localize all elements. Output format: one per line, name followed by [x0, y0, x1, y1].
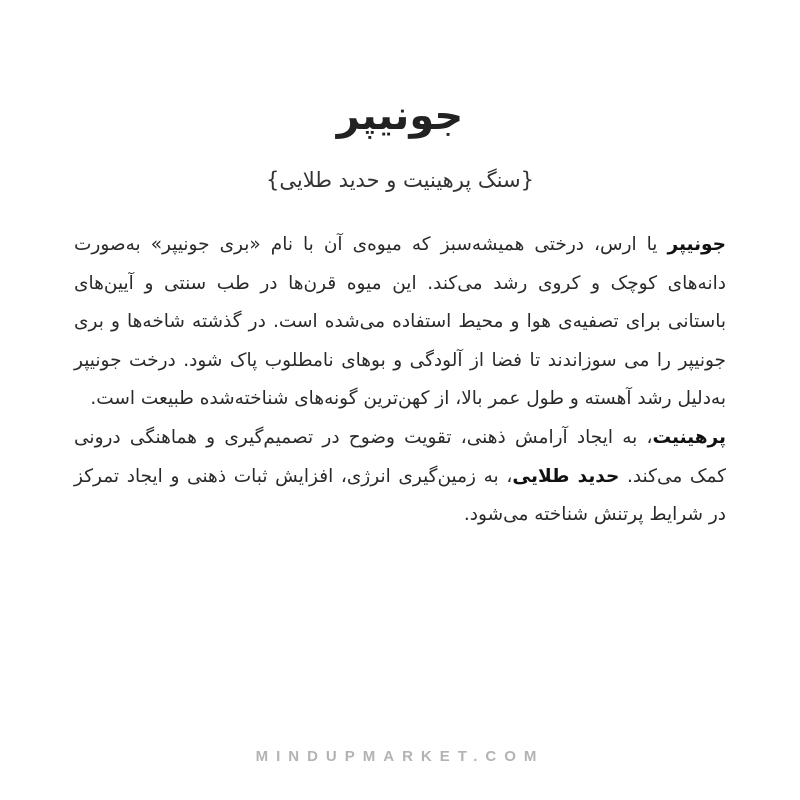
term-juniper: جونیپر — [667, 234, 726, 255]
footer-website: MINDUPMARKET.COM — [255, 748, 545, 765]
term-golden-pyrite: حدید طلایی — [512, 465, 620, 487]
paragraph-stones — [74, 419, 726, 535]
paragraph-pyrite-text: ، به زمین‌گیری انرژی، افزایش ثبات ذهنی و ایجاد تمرکز در شرایط پرتنش شناخته می‌شود. — [74, 465, 726, 526]
page-title: جونیپر — [336, 93, 464, 139]
term-prehnite: پرهینیت — [652, 426, 726, 448]
page-subtitle: {سنگ پرهینیت و حدید طلایی} — [266, 168, 534, 192]
body-text — [74, 226, 726, 535]
paragraph-prehnite-text: ، به ایجاد آرامش ذهنی، تقویت وضوح در تصمیم‌گیری و هماهنگی درونی کمک می‌کند. — [74, 426, 726, 487]
paragraph-juniper — [74, 226, 726, 419]
paragraph-juniper-text: یا ارس، درختی همیشه‌سبز که میوه‌ی آن با نام «بری جونیپر» به‌صورت دانه‌های کوچک و کروی رشد می‌کند. این میوه قرن‌ها در طب سنتی و آیین‌های باستانی برای تصفیه‌ی هوا و محیط استفاده می‌شده است. در گذشته شاخه‌ها و بری جونیپر را می سوزاندند تا فضا از آلودگی و بوهای نامطلوب پاک شود. درخت جونیپر به‌دلیل رشد آهسته و طول عمر بالا، از کهن‌ترین گونه‌های شناخته‌شده طبیعت است. — [74, 234, 726, 410]
